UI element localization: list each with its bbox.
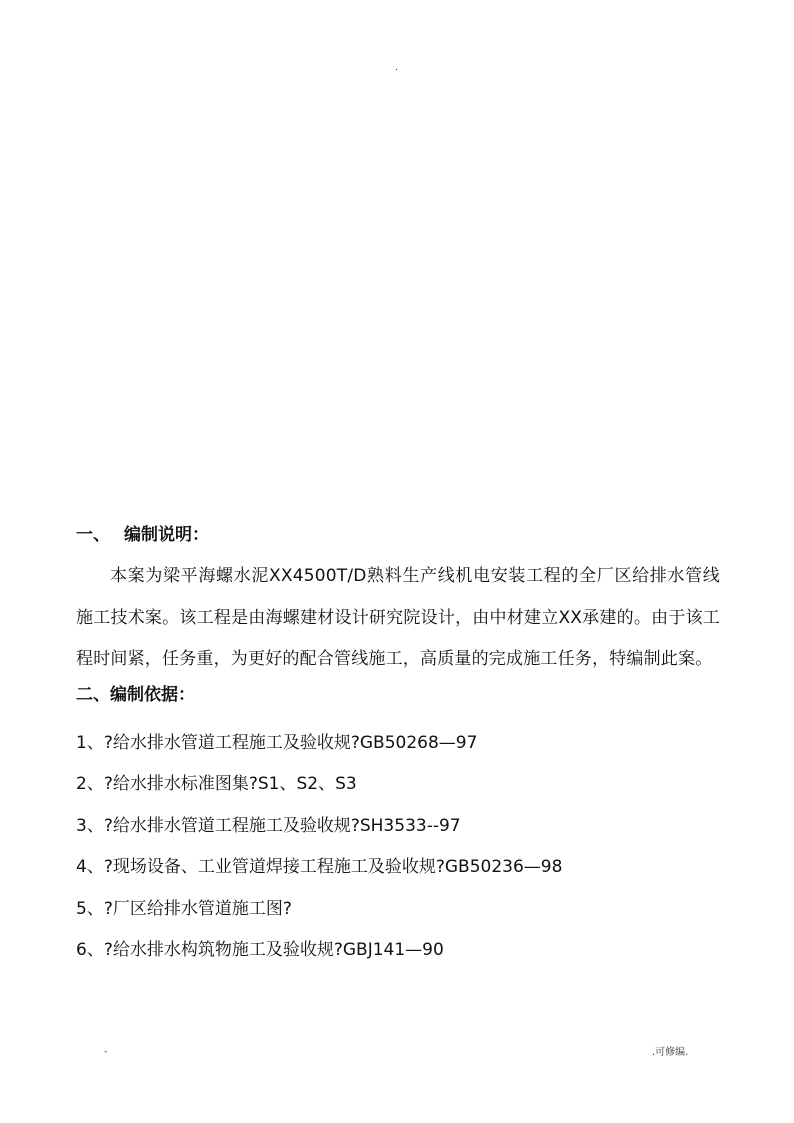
list-item: 3、?给水排水管道工程施工及验收规?SH3533--97 (76, 815, 461, 836)
section-1-heading (76, 521, 720, 549)
list-item: 2、?给水排水标准图集?S1、S2、S3 (76, 774, 357, 794)
list-item: 5、?厂区给排水管道施工图? (76, 898, 292, 919)
footer-left-mark: - (104, 1047, 108, 1057)
section-1-number: 一、 (76, 525, 110, 545)
header-mark: . (395, 62, 399, 73)
footer-editable-note: .可修编. (652, 1047, 689, 1058)
list-item: 6、?给水排水构筑物施工及验收规?GBJ141—90 (76, 940, 444, 960)
document-body (76, 521, 720, 972)
section-1-paragraph: 本案为梁平海螺水泥XX4500T/D熟料生产线机电安装工程的全厂区给排水管线施工技术案。该工程是由海螺建材设计研究院设计，由中材建立XX承建的。由于该工程时间紧，任务重，为更好的配合管线施工，高质量的完成施工任务，特编制此案。 (76, 566, 720, 669)
section-2-heading: 二、编制依据： (76, 684, 195, 705)
basis-list (76, 723, 720, 972)
section-1-title: 编制说明： (124, 525, 209, 545)
list-item: 1、?给水排水管道工程施工及验收规?GB50268—97 (76, 732, 478, 753)
list-item: 4、?现场设备、工业管道焊接工程施工及验收规?GB50236—98 (76, 857, 563, 877)
